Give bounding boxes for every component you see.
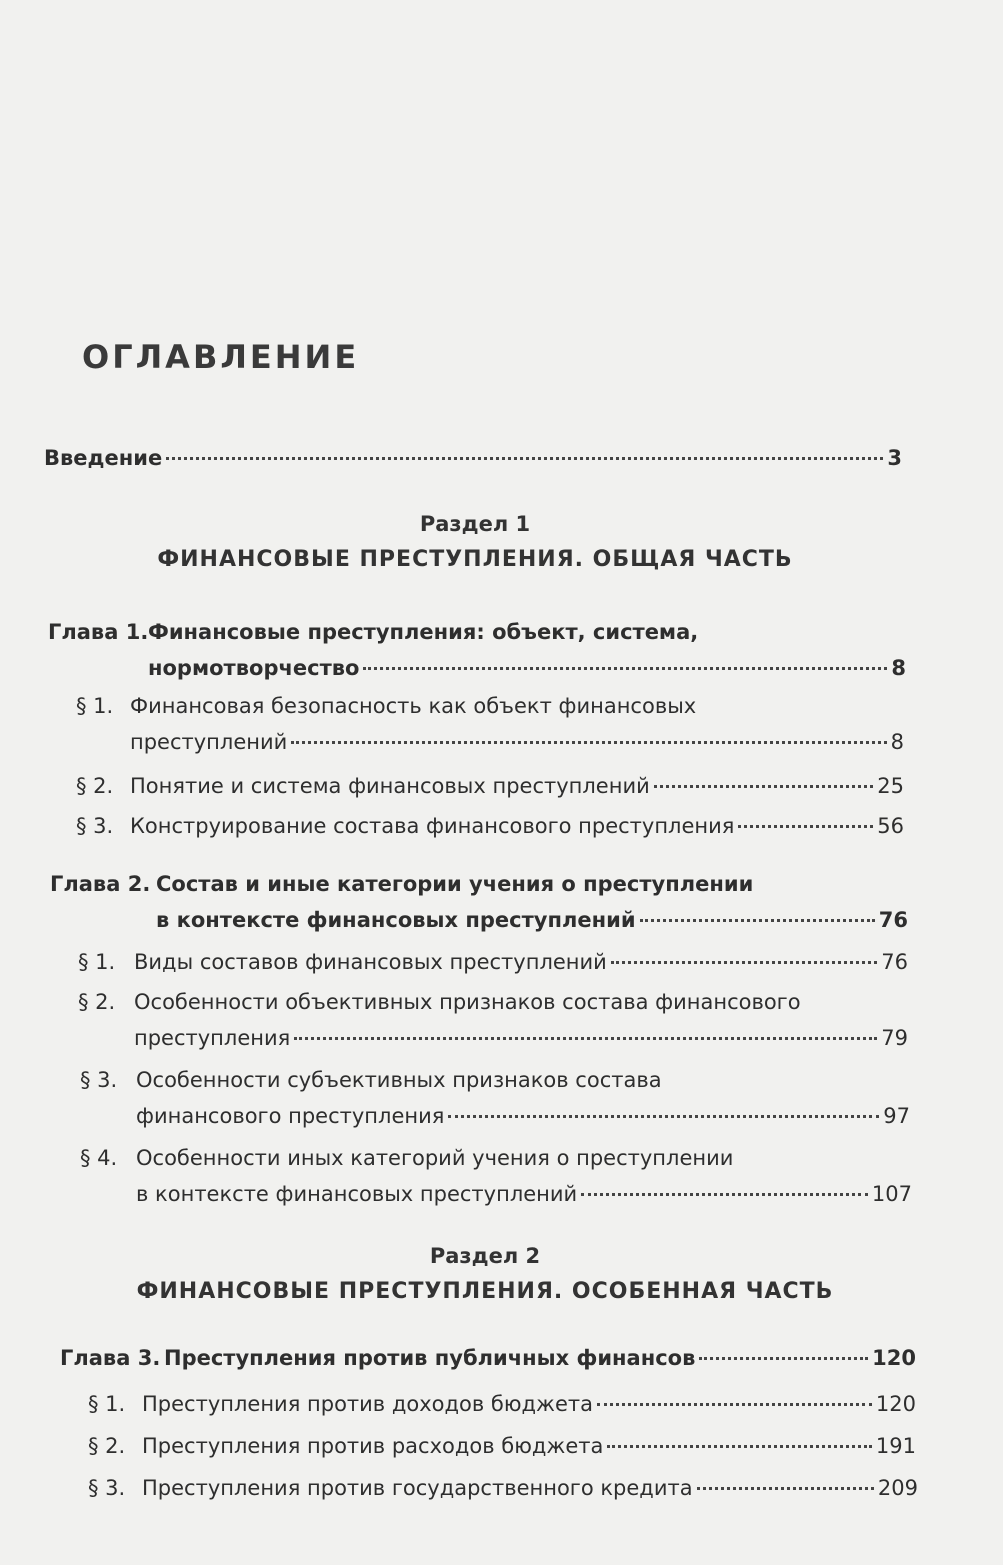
section-number: § 3. — [88, 1476, 126, 1500]
page-number: 97 — [883, 1104, 910, 1128]
entry-text-line-1: Виды составов финансовых преступлений — [134, 950, 607, 974]
section-number: § 2. — [76, 774, 114, 798]
part-1-heading — [150, 506, 800, 578]
entry-label: Введение — [44, 446, 163, 470]
section-number: § 1. — [78, 950, 116, 974]
entry-text-line-1: Преступления против расходов бюджета — [142, 1434, 604, 1458]
toc-entry-ch3-sec-2 — [88, 1428, 916, 1464]
entry-text-line-1: Финансовые преступления: объект, система, — [148, 620, 699, 644]
page-number: 3 — [887, 446, 902, 470]
page-number: 120 — [875, 1392, 916, 1416]
section-number: § 2. — [78, 990, 116, 1014]
entry-text-line-2: преступлений — [130, 730, 288, 754]
part-label: Раздел 2 — [429, 1244, 541, 1268]
toc-entry-ch3-sec-3 — [88, 1470, 918, 1506]
page-title: ОГЛАВЛЕНИЕ — [82, 338, 360, 376]
entry-text-line-2: преступления — [134, 1026, 291, 1050]
section-number: § 1. — [88, 1392, 126, 1416]
toc-entry-ch2-sec-1 — [78, 944, 908, 980]
entry-text-line-1: Особенности иных категорий учения о преступлении — [136, 1146, 734, 1170]
entry-text-line-1: Преступления против публичных финансов — [164, 1346, 696, 1370]
part-label: Раздел 1 — [419, 512, 531, 536]
toc-entry-ch2-sec-3 — [80, 1062, 910, 1134]
page-number: 79 — [881, 1026, 908, 1050]
entry-text-line-1: Преступления против доходов бюджета — [142, 1392, 593, 1416]
section-number: § 2. — [88, 1434, 126, 1458]
entry-text-line-2: в контексте финансовых преступлений — [156, 908, 636, 932]
entry-text-line-1: Особенности субъективных признаков состава — [136, 1068, 662, 1092]
page-number: 191 — [875, 1434, 916, 1458]
entry-text-line-1: Преступления против государственного кредита — [142, 1476, 693, 1500]
section-number: § 4. — [80, 1146, 118, 1170]
toc-entry-chapter-1 — [48, 614, 906, 686]
toc-entry-ch1-sec-3 — [76, 808, 904, 844]
toc-entry-ch1-sec-1 — [76, 688, 904, 760]
page-number: 209 — [877, 1476, 918, 1500]
toc-entry-ch3-sec-1 — [88, 1386, 916, 1422]
page-number: 56 — [877, 814, 904, 838]
page-number: 8 — [891, 656, 906, 680]
entry-text-line-1: Конструирование состава финансового преступления — [130, 814, 735, 838]
entry-text-line-1: Понятие и система финансовых преступлений — [130, 774, 650, 798]
chapter-number: Глава 3. — [60, 1346, 161, 1370]
entry-text-line-1: Особенности объективных признаков состава финансового — [134, 990, 801, 1014]
toc-entry-intro — [44, 440, 902, 476]
entry-text-line-2: финансового преступления — [136, 1104, 445, 1128]
page-number: 76 — [878, 908, 908, 932]
part-title: ФИНАНСОВЫЕ ПРЕСТУПЛЕНИЯ. ОБЩАЯ ЧАСТЬ — [157, 547, 793, 572]
page-number: 25 — [877, 774, 904, 798]
toc-entry-ch2-sec-2 — [78, 984, 908, 1056]
toc-entry-ch1-sec-2 — [76, 768, 904, 804]
entry-text-line-1: Финансовая безопасность как объект финансовых — [130, 694, 697, 718]
section-number: § 3. — [76, 814, 114, 838]
page-number: 120 — [872, 1346, 916, 1370]
chapter-number: Глава 1. — [48, 620, 149, 644]
toc-entry-chapter-3 — [60, 1340, 916, 1376]
page-number: 107 — [871, 1182, 912, 1206]
page-number: 8 — [890, 730, 904, 754]
page-number: 76 — [881, 950, 908, 974]
toc-entry-ch2-sec-4 — [80, 1140, 912, 1212]
entry-text-line-2: нормотворчество — [148, 656, 360, 680]
section-number: § 3. — [80, 1068, 118, 1092]
toc-entry-chapter-2 — [50, 866, 908, 938]
entry-text-line-2: в контексте финансовых преступлений — [136, 1182, 578, 1206]
chapter-number: Глава 2. — [50, 872, 151, 896]
part-2-heading — [135, 1238, 835, 1310]
part-title: ФИНАНСОВЫЕ ПРЕСТУПЛЕНИЯ. ОСОБЕННАЯ ЧАСТЬ — [136, 1279, 834, 1304]
section-number: § 1. — [76, 694, 114, 718]
entry-text-line-1: Состав и иные категории учения о преступлении — [156, 872, 754, 896]
